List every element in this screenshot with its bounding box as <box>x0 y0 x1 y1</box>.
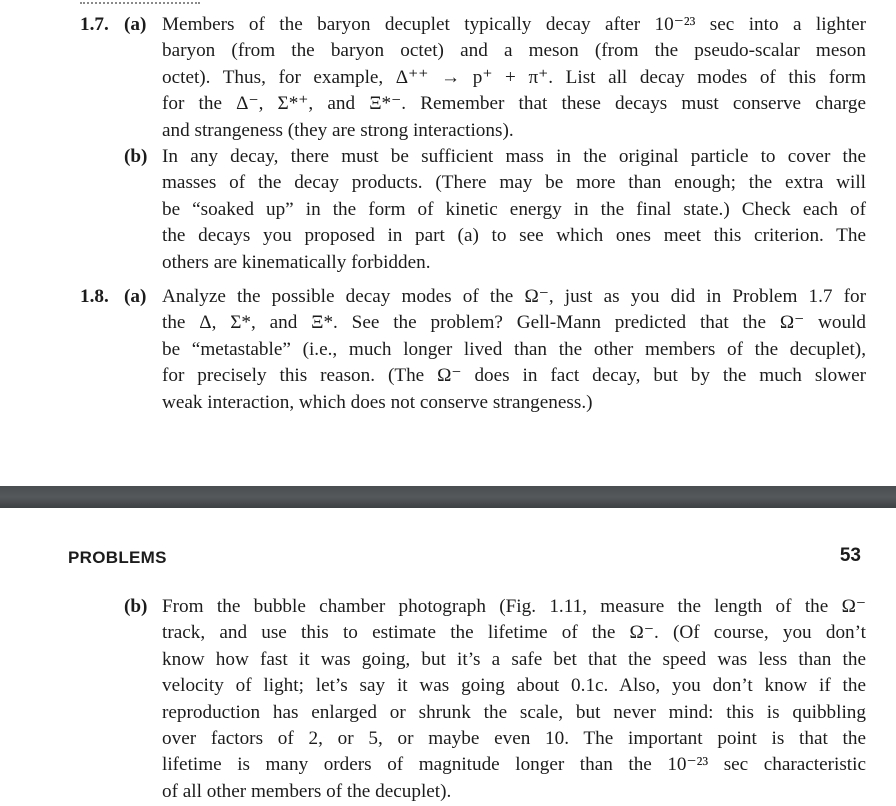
text-line: octet). Thus, for example, Δ⁺⁺ → p⁺ + π⁺. List all decay modes of this form <box>162 66 866 88</box>
part-label: (a) <box>124 286 147 307</box>
text-line: velocity of light; let’s say it was going about 0.1c. Also, you don’t know if the <box>162 675 866 697</box>
part-label: (a) <box>124 14 147 35</box>
text-line: others are kinematically forbidden. <box>162 251 431 273</box>
text-line: lifetime is many orders of magnitude longer than the 10⁻²³ sec characteristic <box>162 754 866 776</box>
text-line: for the Δ⁻, Σ*⁺, and Ξ*⁻. Remember that these decays must conserve charge <box>162 93 866 115</box>
text-line: of all other members of the decuplet). <box>162 780 452 802</box>
problem-number: 1.7. <box>80 14 109 35</box>
part-text <box>162 144 866 276</box>
page-bottom <box>0 508 896 806</box>
text-line: and strangeness (they are strong interactions). <box>162 119 514 141</box>
text-line: be “soaked up” in the form of kinetic energy in the final state.) Check each of <box>162 198 866 220</box>
running-head: PROBLEMS <box>68 548 167 567</box>
text-line: for precisely this reason. (The Ω⁻ does in fact decay, but by the much slower <box>162 365 866 387</box>
part-label: (b) <box>124 596 148 617</box>
text-line: the decays you proposed in part (a) to see which ones meet this criterion. The <box>162 225 866 247</box>
part-label: (b) <box>124 146 148 167</box>
text-line: masses of the decay products. (There may be more than enough; the extra will <box>162 172 866 194</box>
part-text <box>162 594 866 805</box>
problem-number: 1.8. <box>80 286 109 307</box>
text-line: be “metastable” (i.e., much longer lived than the other members of the decuplet), <box>162 338 866 360</box>
text-line: Members of the baryon decuplet typically decay after 10⁻²³ sec into a lighter <box>162 14 866 35</box>
page-number: 53 <box>839 545 861 566</box>
text-line: the Δ, Σ*, and Ξ*. See the problem? Gell-Mann predicted that the Ω⁻ would <box>162 312 866 334</box>
page-divider <box>0 486 896 508</box>
text-line: reproduction has enlarged or shrunk the scale, but never mind: this is quibbling <box>162 701 866 723</box>
cut-off-text-fragment <box>80 0 200 4</box>
text-line: weak interaction, which does not conserve strangeness.) <box>162 391 593 413</box>
text-line: In any decay, there must be sufficient mass in the original particle to cover the <box>162 146 866 167</box>
text-line: know how fast it was going, but it’s a safe bet that the speed was less than the <box>162 648 866 670</box>
part-text <box>162 12 866 144</box>
text-line: From the bubble chamber photograph (Fig. 1.11, measure the length of the Ω⁻ <box>162 596 866 617</box>
text-line: over factors of 2, or 5, or maybe even 10. The important point is that the <box>162 728 866 750</box>
part-text <box>162 284 866 416</box>
text-line: Analyze the possible decay modes of the Ω⁻, just as you did in Problem 1.7 for <box>162 286 866 307</box>
text-line: track, and use this to estimate the lifetime of the Ω⁻. (Of course, you don’t <box>162 622 866 644</box>
text-line: baryon (from the baryon octet) and a meson (from the pseudo-scalar meson <box>162 40 866 62</box>
